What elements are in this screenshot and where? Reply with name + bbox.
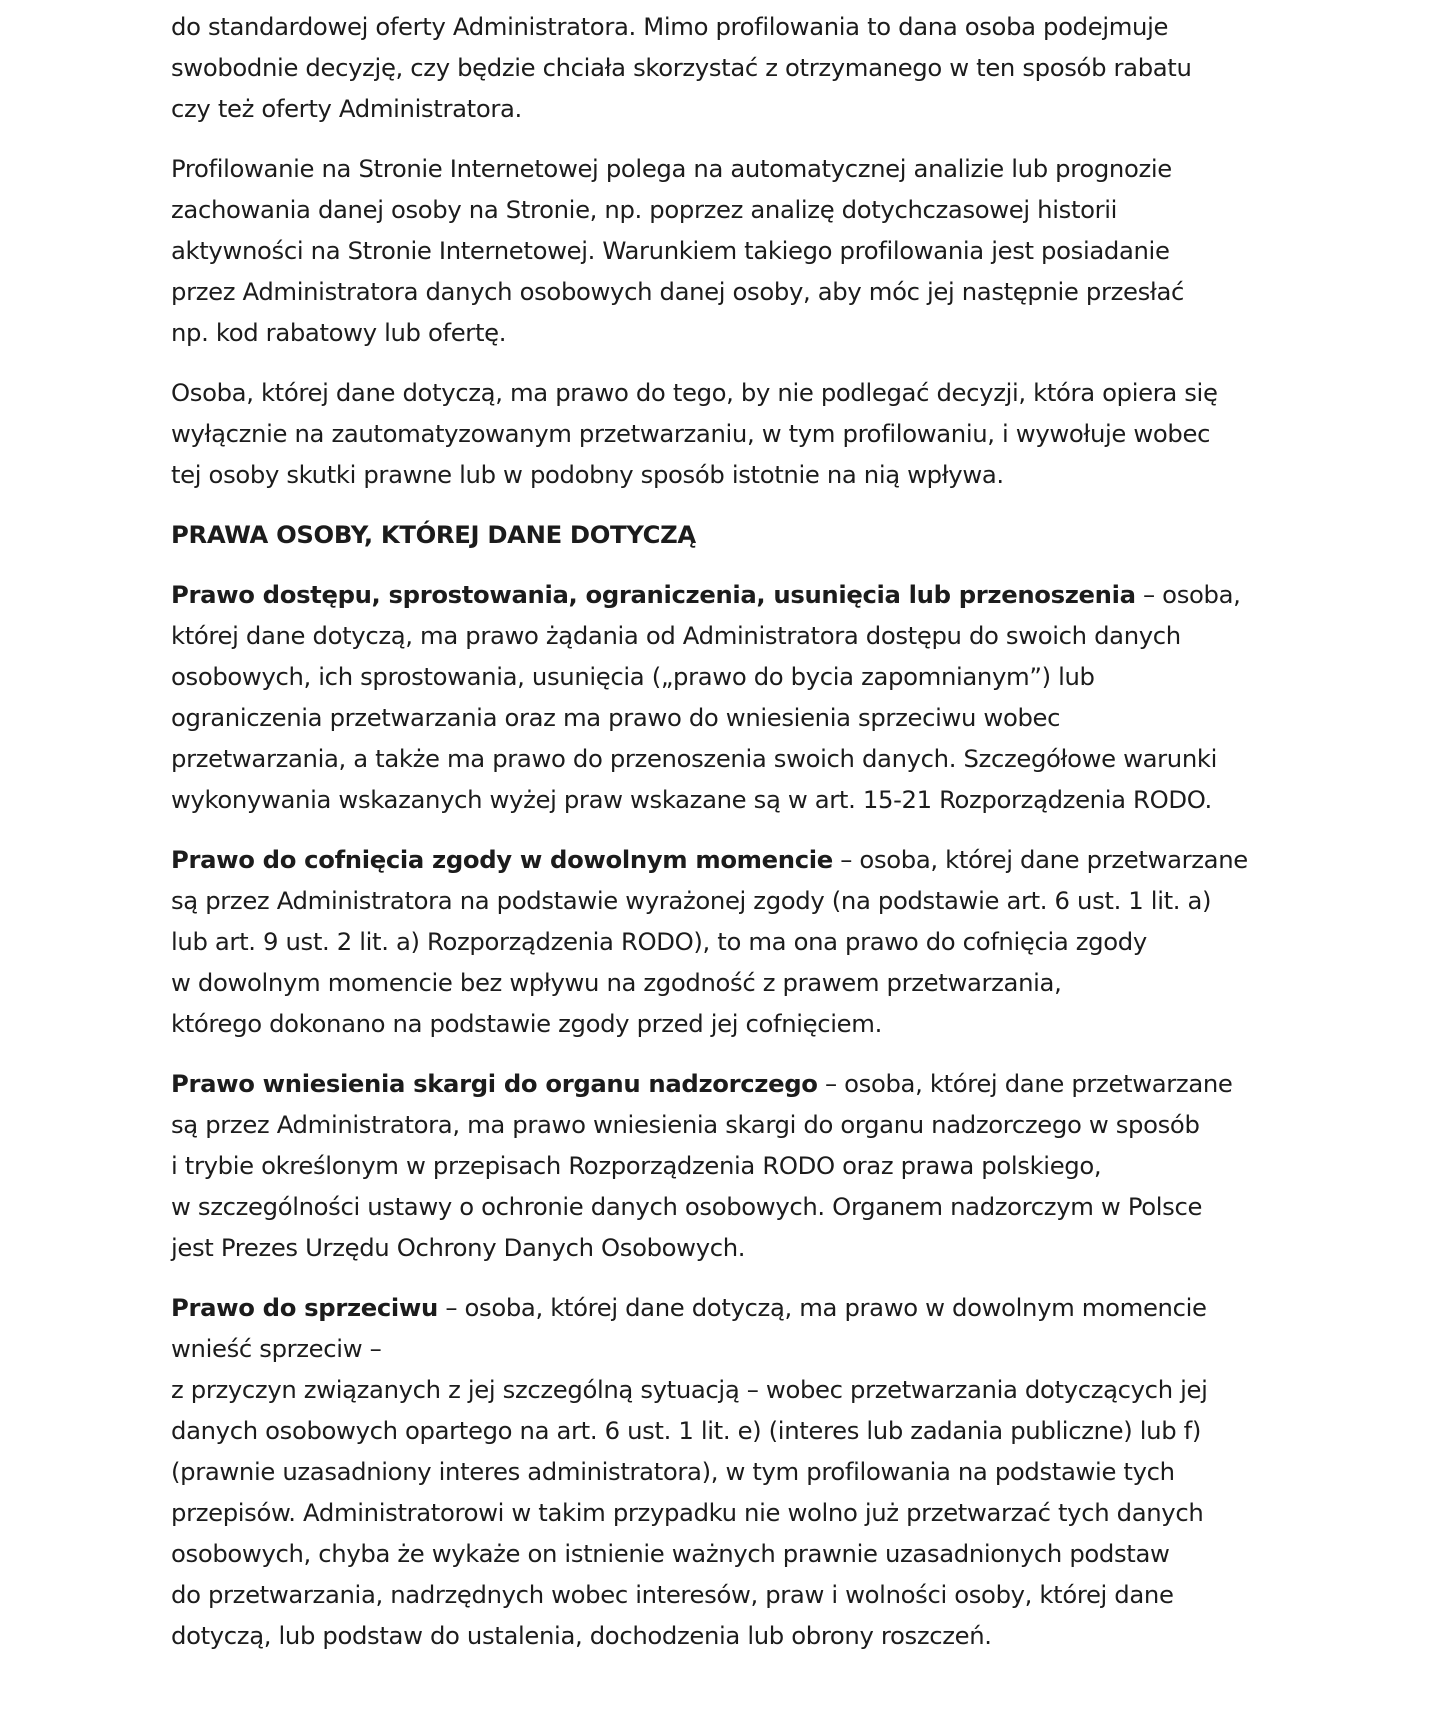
text-line: wykonywania wskazanych wyżej praw wskazane są w art. 15-21 Rozporządzenia RODO. [171, 785, 1212, 814]
text-line: wnieść sprzeciw – [171, 1334, 382, 1363]
right-withdraw-title: Prawo do cofnięcia zgody w dowolnym momencie [171, 845, 833, 874]
text-line: do standardowej oferty Administratora. Mimo profilowania to dana osoba podejmuje [171, 12, 1169, 41]
text-line: której dane dotyczą, ma prawo żądania od Administratora dostępu do swoich danych [171, 621, 1181, 650]
text-line: do przetwarzania, nadrzędnych wobec interesów, praw i wolności osoby, której dane [171, 1580, 1174, 1609]
text-line: swobodnie decyzję, czy będzie chciała skorzystać z otrzymanego w ten sposób rabatu [171, 53, 1192, 82]
right-access-paragraph [171, 574, 1281, 820]
text-line: którego dokonano na podstawie zgody przed jej cofnięciem. [171, 1009, 882, 1038]
text-line: są przez Administratora na podstawie wyrażonej zgody (na podstawie art. 6 ust. 1 lit. a) [171, 886, 1212, 915]
text-line: jest Prezes Urzędu Ochrony Danych Osobowych. [171, 1233, 746, 1262]
text-line [171, 574, 1281, 615]
text-line: są przez Administratora, ma prawo wniesienia skargi do organu nadzorczego w sposób [171, 1110, 1200, 1139]
text-line: z przyczyn związanych z jej szczególną sytuacją – wobec przetwarzania dotyczących jej [171, 1375, 1208, 1404]
text-line: np. kod rabatowy lub ofertę. [171, 318, 507, 347]
text-line [171, 839, 1281, 880]
right-withdraw-lead: – osoba, której dane przetwarzane [832, 845, 1248, 874]
automated-decision-paragraph [171, 372, 1281, 495]
right-access-lead: – osoba, [1135, 580, 1241, 609]
text-line: dotyczą, lub podstaw do ustalenia, dochodzenia lub obrony roszczeń. [171, 1621, 992, 1650]
text-line: (prawnie uzasadniony interes administratora), w tym profilowania na podstawie tych [171, 1457, 1175, 1486]
text-line: wyłącznie na zautomatyzowanym przetwarzaniu, w tym profilowaniu, i wywołuje wobec [171, 419, 1211, 448]
right-access-title: Prawo dostępu, sprostowania, ograniczenia, usunięcia lub przenoszenia [171, 580, 1136, 609]
text-line: danych osobowych opartego na art. 6 ust. 1 lit. e) (interes lub zadania publiczne) lub f) [171, 1416, 1202, 1445]
text-line: przetwarzania, a także ma prawo do przenoszenia swoich danych. Szczegółowe warunki [171, 744, 1218, 773]
right-object-paragraph [171, 1287, 1281, 1656]
right-complaint-lead: – osoba, której dane przetwarzane [817, 1069, 1233, 1098]
document-body [171, 6, 1281, 1675]
right-withdraw-paragraph [171, 839, 1281, 1044]
text-line: czy też oferty Administratora. [171, 94, 522, 123]
text-line [171, 1063, 1281, 1104]
text-line: przez Administratora danych osobowych danej osoby, aby móc jej następnie przesłać [171, 277, 1185, 306]
right-object-title: Prawo do sprzeciwu [171, 1293, 438, 1322]
text-line: aktywności na Stronie Internetowej. Warunkiem takiego profilowania jest posiadanie [171, 236, 1170, 265]
text-line: przepisów. Administratorowi w takim przypadku nie wolno już przetwarzać tych danych [171, 1498, 1204, 1527]
text-line: osobowych, ich sprostowania, usunięcia („prawo do bycia zapomnianym”) lub [171, 662, 1095, 691]
section-heading: PRAWA OSOBY, KTÓREJ DANE DOTYCZĄ [171, 520, 696, 549]
text-line: w szczególności ustawy o ochronie danych osobowych. Organem nadzorczym w Polsce [171, 1192, 1203, 1221]
right-object-lead: – osoba, której dane dotyczą, ma prawo w dowolnym momencie [437, 1293, 1207, 1322]
right-complaint-title: Prawo wniesienia skargi do organu nadzorczego [171, 1069, 818, 1098]
text-line: ograniczenia przetwarzania oraz ma prawo do wniesienia sprzeciwu wobec [171, 703, 1061, 732]
text-line: zachowania danej osoby na Stronie, np. poprzez analizę dotychczasowej historii [171, 195, 1118, 224]
text-line: tej osoby skutki prawne lub w podobny sposób istotnie na nią wpływa. [171, 460, 1004, 489]
text-line [171, 1287, 1281, 1328]
text-line: w dowolnym momencie bez wpływu na zgodność z prawem przetwarzania, [171, 968, 1062, 997]
right-complaint-paragraph [171, 1063, 1281, 1268]
text-line: Profilowanie na Stronie Internetowej polega na automatycznej analizie lub prognozie [171, 154, 1172, 183]
text-line: osobowych, chyba że wykaże on istnienie ważnych prawnie uzasadnionych podstaw [171, 1539, 1170, 1568]
text-line: i trybie określonym w przepisach Rozporządzenia RODO oraz prawa polskiego, [171, 1151, 1102, 1180]
text-line: lub art. 9 ust. 2 lit. a) Rozporządzenia RODO), to ma ona prawo do cofnięcia zgody [171, 927, 1147, 956]
text-line: Osoba, której dane dotyczą, ma prawo do tego, by nie podlegać decyzji, która opiera się [171, 378, 1218, 407]
intro-paragraph [171, 6, 1281, 129]
profiling-paragraph [171, 148, 1281, 353]
